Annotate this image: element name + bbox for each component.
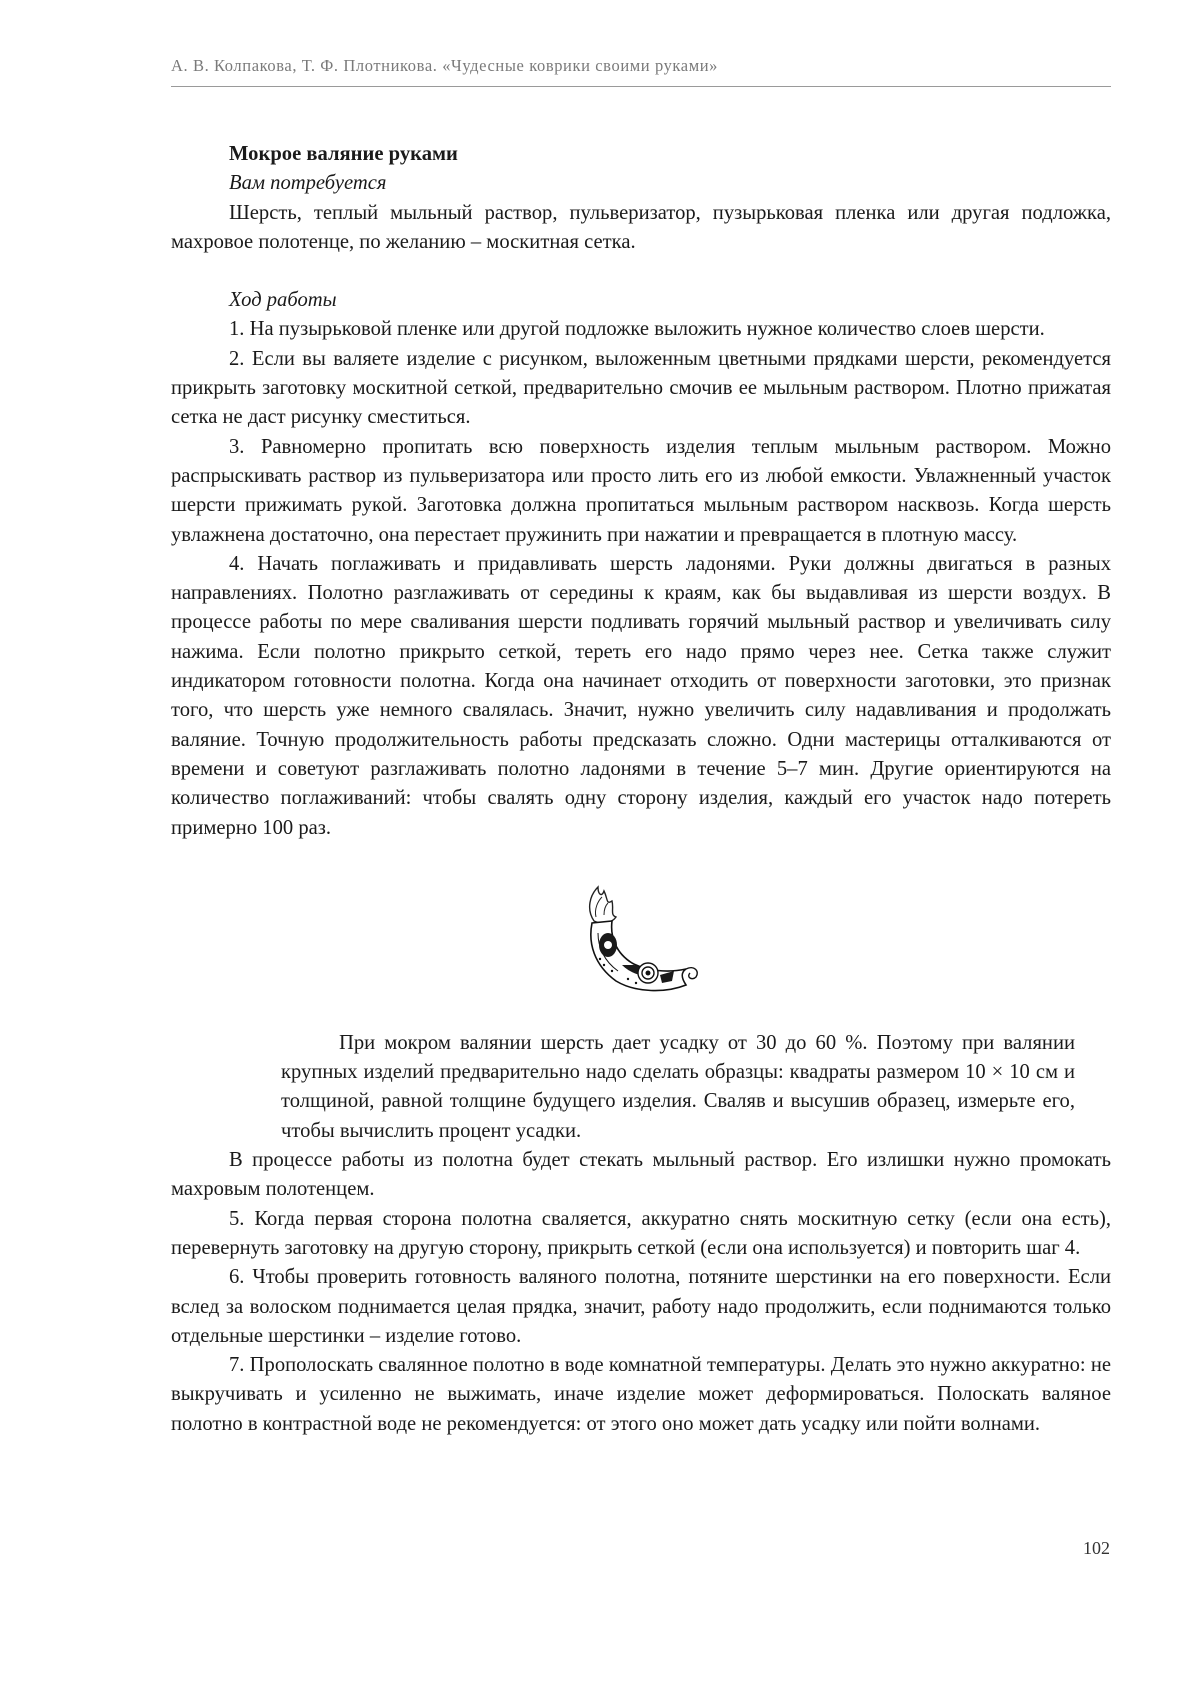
note-text: При мокром валянии шерсть дает усадку от 30 до 60 %. Поэтому при валянии крупных изделий предварительно надо сделать образцы: квадраты размером 10 × 10 см и толщиной, равной толщине будущего изделия. Сваляв и высушив образец, измерьте его, чтобы вычислить процент усадки. — [281, 1031, 1075, 1142]
materials-text: Шерсть, теплый мыльный раствор, пульверизатор, пузырьковая пленка или другая подложка, махровое полотенце, по желанию – москитная сетка. — [171, 201, 1111, 253]
step-2: 2. Если вы валяете изделие с рисунком, выложенным цветными прядками шерсти, рекомендуется прикрыть заготовку москитной сеткой, предварительно смочив ее мыльным раствором. Плотно прижатая сетка не даст рисунку сместиться. — [171, 347, 1111, 429]
step-7: 7. Прополоскать свалянное полотно в воде комнатной температуры. Делать это нужно аккуратно: не выкручивать и усиленно не выжимать, иначе изделие может деформироваться. Полоскать валяное полотно в контрастной воде не рекомендуется: от этого оно может дать усадку или пойти волнами. — [171, 1354, 1111, 1435]
page-number: 102 — [1083, 1538, 1110, 1558]
after-note-text: В процессе работы из полотна будет стекать мыльный раствор. Его излишки нужно промокать махровым полотенцем. — [171, 1149, 1111, 1201]
page-body — [171, 140, 1111, 1439]
carpet-flame-ornament-icon — [576, 881, 706, 997]
spacer — [171, 257, 1111, 286]
procedure-heading: Ход работы — [229, 289, 337, 312]
header-divider — [171, 86, 1111, 87]
note-box — [281, 1029, 1075, 1146]
materials-heading: Вам потребуется — [229, 172, 387, 195]
step-4: 4. Начать поглаживать и придавливать шерсть ладонями. Руки должны двигаться в разных направлениях. Полотно разглаживать от середины к краям, как бы выдавливая из шерсти воздух. В процессе работы по мере сваливания шерсти подливать горячий мыльный раствор и увеличивать силу нажима. Если полотно прикрыто сеткой, тереть его надо прямо через нее. Сетка также служит индикатором готовности полотна. Когда она начинает отходить от поверхности заготовки, это признак того, что шерсть уже немного свалялась. Значит, нужно увеличить силу надавливания и продолжать валяние. Точную продолжительность работы предсказать сложно. Одни мастерицы отталкиваются от времени и советуют разглаживать полотно ладонями в течение 5–7 мин. Другие ориентируются на количество поглаживаний: чтобы свалять одну сторону изделия, каждый его участок надо потереть примерно 100 раз. — [171, 552, 1111, 839]
step-1: 1. На пузырьковой пленке или другой подложке выложить нужное количество слоев шерсти. — [229, 318, 1045, 341]
step-3: 3. Равномерно пропитать всю поверхность изделия теплым мыльным раствором. Можно распрыскивать раствор из пульверизатора или просто лить его из любой емкости. Увлажненный участок шерсти прижимать рукой. Заготовка должна пропитаться мыльным раствором насквозь. Когда шерсть увлажнена достаточно, она перестает пружинить при нажатии и превращается в плотную массу. — [171, 435, 1111, 546]
section-title: Мокрое валяние руками — [229, 143, 458, 165]
running-header: А. В. Колпакова, Т. Ф. Плотникова. «Чудесные коврики своими руками» — [171, 56, 719, 75]
step-5: 5. Когда первая сторона полотна сваляется, аккуратно снять москитную сетку (если она есть), перевернуть заготовку на другую сторону, прикрыть сеткой (если она используется) и повторить шаг 4. — [171, 1207, 1111, 1259]
step-6: 6. Чтобы проверить готовность валяного полотна, потяните шерстинки на его поверхности. Если вслед за волоском поднимается целая прядка, значит, работу надо продолжить, если поднимаются только отдельные шерстинки – изделие готово. — [171, 1266, 1111, 1347]
